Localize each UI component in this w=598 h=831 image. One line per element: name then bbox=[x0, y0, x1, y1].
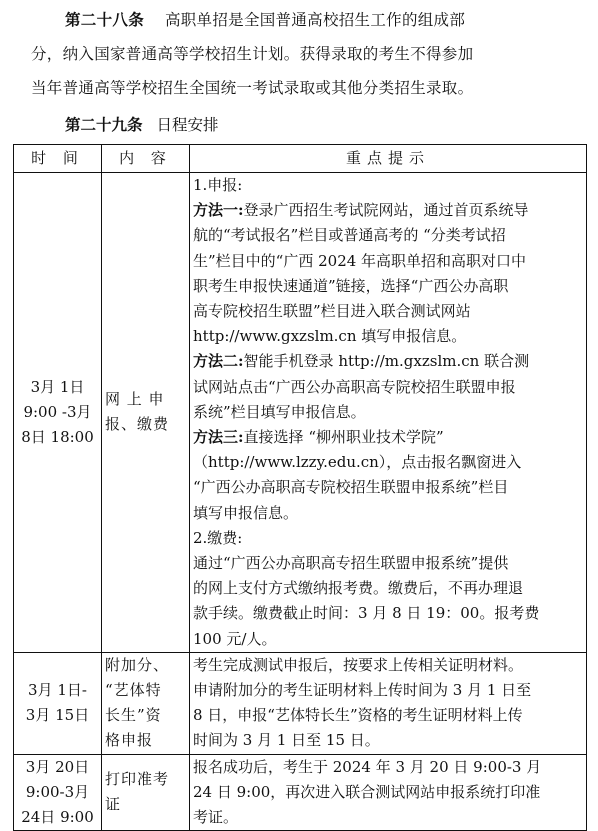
notes-text: 登录广西招生考试院网站，通过首页系统导 bbox=[243, 201, 529, 220]
content-line: 网 上 申 bbox=[105, 390, 165, 409]
notes-line bbox=[193, 755, 583, 780]
notes-line bbox=[193, 299, 583, 324]
notes-text: 的网上支付方式缴纳报考费。缴费后，不再办理退 bbox=[193, 579, 524, 598]
notes-text: （http://www.lzzy.edu.cn），点击报名飘窗进入 bbox=[193, 453, 522, 472]
time-line: 9:00-3月 bbox=[25, 782, 90, 801]
notes-line bbox=[193, 526, 583, 551]
method-label: 方法二: bbox=[193, 352, 244, 371]
time-line: 3月 1日- bbox=[28, 681, 87, 700]
notes-text: 2.缴费: bbox=[193, 528, 243, 547]
header-time: 时 间 bbox=[14, 145, 102, 173]
article-28-line-1 bbox=[31, 3, 571, 37]
notes-line bbox=[193, 627, 583, 652]
time-cell bbox=[14, 652, 102, 754]
notes-text: 高专院校招生联盟”栏目进入联合测试网站 bbox=[193, 302, 471, 321]
table-row bbox=[14, 173, 587, 653]
content-line: 长生”资 bbox=[105, 706, 162, 725]
notes-text: 款手续。缴费截止时间：3 月 8 日 19：00。报考费 bbox=[193, 604, 540, 623]
notes-text: 直接选择 “柳州职业技术学院” bbox=[243, 428, 444, 447]
notes-text: 考证。 bbox=[193, 808, 239, 827]
notes-line bbox=[193, 678, 583, 703]
time-cell bbox=[14, 173, 102, 653]
notes-text: 24 日 9:00，再次进入联合测试网站申报系统打印准 bbox=[193, 782, 541, 801]
schedule-table bbox=[13, 144, 587, 831]
time-line: 9:00 -3月 bbox=[23, 402, 92, 421]
notes-line bbox=[193, 349, 583, 374]
table-header-row bbox=[14, 145, 587, 173]
notes-line bbox=[193, 425, 583, 450]
notes-line bbox=[193, 450, 583, 475]
content-line: “艺体特 bbox=[105, 681, 162, 700]
notes-line bbox=[193, 375, 583, 400]
article-29-title: 日程安排 bbox=[156, 116, 219, 134]
article-28-label: 第二十八条 bbox=[65, 10, 145, 29]
notes-text: “广西公办高职高专院校招生联盟申报系统”栏目 bbox=[193, 478, 509, 497]
table-row bbox=[14, 754, 587, 831]
notes-cell bbox=[190, 173, 587, 653]
notes-text: 职考生申报快速通道”链接，选择“广西公办高职 bbox=[193, 276, 509, 295]
notes-line bbox=[193, 400, 583, 425]
table-body bbox=[14, 173, 587, 831]
notes-text: 申请附加分的考生证明材料上传时间为 3 月 1 日至 bbox=[193, 681, 532, 700]
notes-text: 8 日，申报“艺体特长生”资格的考生证明材料上传 bbox=[193, 706, 523, 725]
notes-cell bbox=[190, 754, 587, 831]
notes-text: http://www.gxzslm.cn 填写申报信息。 bbox=[193, 327, 467, 346]
article-28-line-2: 分，纳入国家普通高等学校招生计划。获得录取的考生不得参加 bbox=[31, 45, 474, 63]
content-cell bbox=[102, 173, 190, 653]
content-line: 附加分、 bbox=[105, 655, 170, 674]
notes-text: 1.申报: bbox=[193, 176, 243, 194]
time-line: 3月 20日 bbox=[25, 757, 90, 776]
article-29-label: 第二十九条 bbox=[65, 115, 143, 134]
notes-line bbox=[193, 653, 583, 678]
time-line: 24日 9:00 bbox=[21, 808, 94, 827]
notes-text: 填写申报信息。 bbox=[193, 503, 299, 522]
notes-line bbox=[193, 223, 583, 248]
notes-line bbox=[193, 601, 583, 626]
notes-line bbox=[193, 551, 583, 576]
notes-line bbox=[193, 728, 583, 753]
time-line: 3月 15日 bbox=[25, 706, 90, 725]
notes-text: 报名成功后，考生于 2024 年 3 月 20 日 9:00-3 月 bbox=[193, 757, 542, 776]
content-line: 报、缴费 bbox=[105, 415, 170, 434]
notes-line bbox=[193, 501, 583, 526]
article-28-text-1: 高职单招是全国普通高校招生工作的组成部 bbox=[164, 11, 466, 29]
notes-line bbox=[193, 249, 583, 274]
content-cell bbox=[102, 652, 190, 754]
notes-line bbox=[193, 198, 583, 223]
notes-line bbox=[193, 805, 583, 830]
notes-line bbox=[193, 780, 583, 805]
notes-text: 系统”栏目填写申报信息。 bbox=[193, 402, 366, 421]
notes-line bbox=[193, 576, 583, 601]
table-row bbox=[14, 652, 587, 754]
time-line: 8日 18:00 bbox=[21, 428, 94, 447]
notes-cell bbox=[190, 652, 587, 754]
content-line: 打印准考 bbox=[105, 770, 170, 789]
article-29-heading bbox=[65, 113, 219, 135]
notes-text: 考生完成测试申报后，按要求上传相关证明材料。 bbox=[193, 655, 524, 674]
notes-line bbox=[193, 324, 583, 349]
article-28-paragraph bbox=[31, 3, 571, 105]
notes-line bbox=[193, 274, 583, 299]
notes-text: 航的“考试报名”栏目或普通高考的 “分类考试招 bbox=[193, 226, 506, 245]
notes-text: 智能手机登录 http://m.gxzslm.cn 联合测 bbox=[243, 352, 530, 371]
time-cell bbox=[14, 754, 102, 831]
header-notes: 重点提示 bbox=[190, 145, 587, 173]
notes-text: 时间为 3 月 1 日至 15 日。 bbox=[193, 731, 380, 750]
header-content: 内 容 bbox=[102, 145, 190, 173]
content-line: 格申报 bbox=[105, 731, 154, 750]
notes-line bbox=[193, 475, 583, 500]
notes-text: 生”栏目中的“广西 2024 年高职单招和高职对口中 bbox=[193, 251, 527, 270]
notes-text: 试网站点击“广西公办高职高专院校招生联盟申报 bbox=[193, 377, 516, 396]
content-line: 证 bbox=[105, 795, 122, 814]
content-cell bbox=[102, 754, 190, 831]
time-line: 3月 1日 bbox=[30, 377, 85, 396]
notes-line bbox=[193, 173, 583, 198]
article-28-line-3: 当年普通高等学校招生全国统一考试录取或其他分类招生录取。 bbox=[31, 79, 474, 97]
notes-line bbox=[193, 703, 583, 728]
method-label: 方法三: bbox=[193, 428, 244, 447]
notes-text: 通过“广西公办高职高专招生联盟申报系统”提供 bbox=[193, 554, 509, 573]
notes-text: 100 元/人。 bbox=[193, 629, 277, 648]
method-label: 方法一: bbox=[193, 201, 244, 220]
